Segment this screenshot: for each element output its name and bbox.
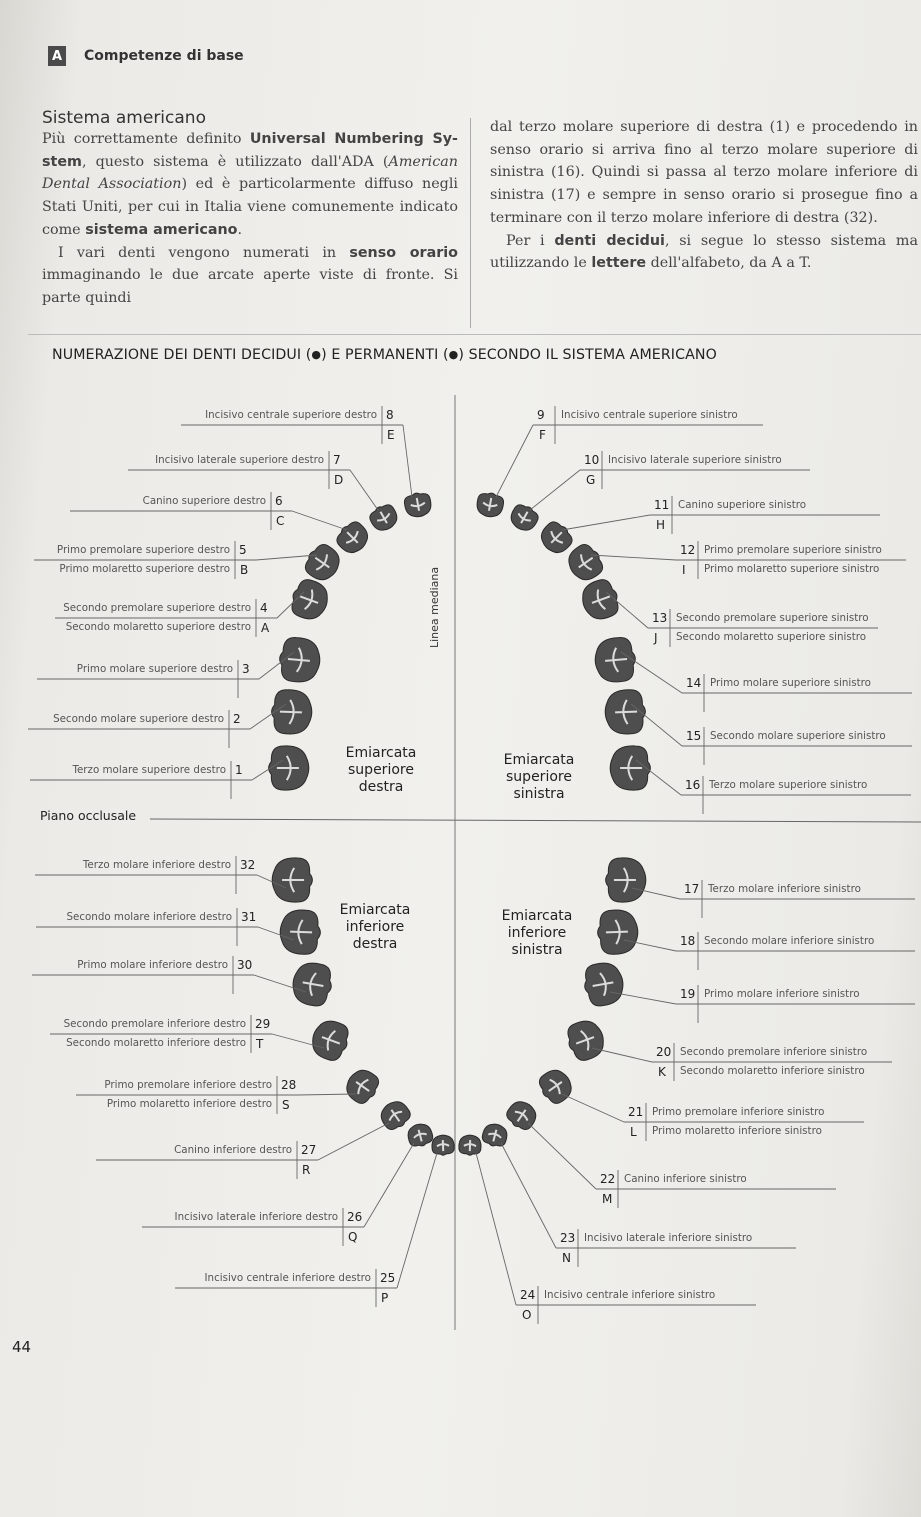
tooth-number-24: 24: [520, 1288, 536, 1302]
tooth-number-22: 22: [600, 1172, 616, 1186]
tooth-label-20: Secondo premolare inferiore sinistro: [680, 1046, 868, 1058]
leader-25: [397, 1153, 437, 1288]
tooth-number-9: 9: [537, 408, 545, 422]
leader-8: [403, 425, 412, 497]
section-title: Sistema americano: [42, 108, 206, 128]
occlusal-plane-line: [150, 819, 921, 822]
decid-letter-K: K: [658, 1065, 666, 1079]
arch-lower-right: Emiarcata inferiore destra: [339, 902, 411, 952]
decid-letter-A: A: [261, 621, 270, 635]
leader-12: [591, 555, 676, 560]
lower-right-tooth-2: [279, 909, 321, 955]
tooth-label-5: Primo premolare superiore destro: [56, 544, 230, 556]
permanent-dot-icon: ●: [448, 348, 459, 361]
upper-right-tooth-1: [403, 491, 433, 519]
decid-letter-L: L: [630, 1125, 637, 1139]
tooth-number-27: 27: [301, 1143, 317, 1157]
leader-9: [496, 425, 533, 497]
tooth-number-23: 23: [560, 1231, 576, 1245]
tooth-number-4: 4: [260, 601, 268, 615]
decid-letter-J: J: [654, 631, 658, 645]
lower-left-tooth-1: [606, 858, 646, 902]
decid-letter-B: B: [240, 563, 249, 577]
decid-label-L: Primo molaretto inferiore sinistro: [652, 1125, 822, 1137]
page-number: 44: [12, 1338, 32, 1356]
tooth-number-1: 1: [235, 763, 243, 777]
lower-right-tooth-6: [376, 1097, 414, 1134]
leader-26: [364, 1143, 414, 1227]
upper-right-tooth-4: [300, 540, 345, 586]
lower-right-tooth-8: [432, 1135, 455, 1156]
decid-letter-T: T: [256, 1037, 264, 1051]
arch-upper-left: Emiarcata superiore sinistra: [503, 752, 575, 802]
leader-27: [318, 1123, 389, 1160]
tooth-label-16: Terzo molare superiore sinistro: [709, 779, 868, 791]
median-line-label: Linea mediana: [428, 566, 441, 648]
tooth-label-27: Canino inferiore destro: [174, 1144, 292, 1156]
tooth-label-31: Secondo molare inferiore destro: [66, 911, 232, 923]
leader-28: [298, 1094, 356, 1095]
tooth-label-14: Primo molare superiore sinistro: [710, 677, 871, 689]
leader-23: [501, 1143, 556, 1248]
deciduous-dot-icon: ●: [311, 348, 322, 361]
lower-left-tooth-3: [581, 960, 626, 1008]
leader-5: [256, 555, 317, 560]
upper-right-tooth-8: [269, 746, 309, 790]
tooth-number-3: 3: [242, 662, 250, 676]
tooth-label-29: Secondo premolare inferiore destro: [63, 1018, 246, 1030]
chapter-badge: A: [48, 46, 66, 66]
tooth-number-21: 21: [628, 1105, 644, 1119]
right-paragraph-2: Per i denti decidui, si segue lo stesso sistema ma utilizzando le lettere dell'alfabeto, da A a T.: [490, 232, 918, 272]
tooth-label-23: Incisivo laterale inferiore sinistro: [584, 1232, 753, 1244]
lower-left-tooth-7: [480, 1121, 509, 1148]
left-paragraph-1: Più correttamente definito Universal Numbering Sy-stem, questo sistema è utilizzato dall'ADA (American Dental Association) ed è particolarmente diffuso negli Stati Uniti, per cui in Italia viene comunemente indicato come sistema americano.: [42, 131, 458, 238]
upper-left-tooth-4: [563, 540, 608, 586]
tooth-label-24: Incisivo centrale inferiore sinistro: [544, 1289, 716, 1301]
left-paragraph-2: I vari denti vengono numerati in senso orario immaginando le due arcate aperte viste di fronte. Si parte quindi: [42, 244, 458, 306]
tooth-number-13: 13: [652, 611, 668, 625]
decid-label-A: Secondo molaretto superiore destro: [65, 621, 251, 633]
lower-left-tooth-8: [459, 1135, 482, 1156]
tooth-number-32: 32: [240, 858, 256, 872]
decid-label-S: Primo molaretto inferiore destro: [106, 1098, 272, 1110]
upper-left-tooth-1: [475, 491, 505, 519]
tooth-number-18: 18: [680, 934, 696, 948]
upper-left-tooth-3: [536, 518, 577, 559]
lower-left-tooth-4: [563, 1016, 609, 1064]
tooth-label-9: Incisivo centrale superiore sinistro: [561, 409, 738, 421]
tooth-number-12: 12: [680, 543, 696, 557]
tooth-label-11: Canino superiore sinistro: [678, 499, 807, 511]
tooth-number-6: 6: [275, 494, 283, 508]
tooth-label-6: Canino superiore destro: [142, 495, 266, 507]
upper-right-tooth-3: [333, 518, 374, 559]
tooth-label-28: Primo premolare inferiore destro: [104, 1079, 272, 1091]
tooth-label-8: Incisivo centrale superiore destro: [205, 409, 377, 421]
tooth-number-30: 30: [237, 958, 253, 972]
arch-lower-left: Emiarcata inferiore sinistra: [501, 908, 573, 958]
upper-right-tooth-2: [367, 501, 401, 535]
decid-letter-H: H: [656, 518, 666, 532]
tooth-number-8: 8: [386, 408, 394, 422]
tooth-number-17: 17: [684, 882, 700, 896]
tooth-label-25: Incisivo centrale inferiore destro: [204, 1272, 371, 1284]
occlusal-plane-label: Piano occlusale: [40, 808, 137, 823]
leader-6: [292, 511, 347, 530]
leader-24: [476, 1153, 516, 1305]
lower-left-tooth-5: [535, 1065, 577, 1108]
decid-letter-M: M: [602, 1192, 613, 1206]
tooth-label-26: Incisivo laterale inferiore destro: [174, 1211, 338, 1223]
decid-letter-D: D: [334, 473, 344, 487]
tooth-label-17: Terzo molare inferiore sinistro: [708, 883, 861, 895]
lower-right-tooth-7: [406, 1121, 435, 1148]
upper-left-tooth-2: [507, 501, 541, 535]
tooth-label-30: Primo molare inferiore destro: [77, 959, 228, 971]
tooth-label-19: Primo molare inferiore sinistro: [704, 988, 860, 1000]
lower-right-tooth-3: [290, 960, 335, 1008]
leader-21: [562, 1094, 624, 1122]
tooth-label-32: Terzo molare inferiore destro: [82, 859, 231, 871]
decid-label-T: Secondo molaretto inferiore destro: [66, 1037, 246, 1049]
figure-title: NUMERAZIONE DEI DENTI DECIDUI (●) E PERMANENTI (●) SECONDO IL SISTEMA AMERICANO: [52, 347, 717, 363]
upper-left-tooth-7: [604, 689, 646, 735]
tooth-label-13: Secondo premolare superiore sinistro: [676, 612, 869, 624]
upper-right-tooth-7: [271, 689, 313, 735]
tooth-label-21: Primo premolare inferiore sinistro: [652, 1106, 825, 1118]
upper-left-tooth-5: [577, 576, 623, 624]
tooth-number-7: 7: [333, 453, 341, 467]
tooth-label-15: Secondo molare superiore sinistro: [710, 730, 886, 742]
leader-7: [350, 470, 378, 510]
decid-letter-F: F: [539, 428, 546, 442]
decid-letter-I: I: [682, 563, 686, 577]
tooth-number-15: 15: [686, 729, 702, 743]
decid-letter-C: C: [276, 514, 285, 528]
decid-label-J: Secondo molaretto superiore sinistro: [676, 631, 867, 643]
tooth-number-5: 5: [239, 543, 247, 557]
tooth-number-10: 10: [584, 453, 600, 467]
tooth-label-3: Primo molare superiore destro: [76, 663, 233, 675]
lower-right-tooth-4: [307, 1016, 353, 1064]
decid-label-B: Primo molaretto superiore destro: [59, 563, 230, 575]
leader-11: [562, 515, 650, 530]
upper-right-tooth-5: [287, 576, 333, 624]
chapter-title: Competenze di base: [84, 48, 244, 64]
tooth-number-20: 20: [656, 1045, 672, 1059]
tooth-number-28: 28: [281, 1078, 297, 1092]
decid-label-I: Primo molaretto superiore sinistro: [704, 563, 880, 575]
tooth-label-10: Incisivo laterale superiore sinistro: [608, 454, 782, 466]
tooth-label-7: Incisivo laterale superiore destro: [155, 454, 324, 466]
tooth-label-1: Terzo molare superiore destro: [72, 764, 226, 776]
decid-letter-R: R: [302, 1163, 311, 1177]
lower-left-tooth-6: [503, 1097, 541, 1134]
tooth-label-18: Secondo molare inferiore sinistro: [704, 935, 875, 947]
upper-left-tooth-8: [610, 746, 650, 790]
decid-letter-P: P: [381, 1291, 389, 1305]
tooth-number-16: 16: [685, 778, 701, 792]
decid-letter-N: N: [562, 1251, 571, 1265]
tooth-number-11: 11: [654, 498, 670, 512]
lower-right-tooth-5: [341, 1065, 383, 1108]
leader-10: [530, 470, 580, 510]
upper-left-tooth-6: [593, 636, 637, 684]
decid-letter-S: S: [282, 1098, 290, 1112]
leader-22: [528, 1123, 596, 1189]
lower-left-tooth-2: [597, 909, 639, 955]
tooth-number-2: 2: [233, 712, 241, 726]
tooth-label-2: Secondo molare superiore destro: [53, 713, 224, 725]
decid-letter-G: G: [586, 473, 596, 487]
tooth-label-22: Canino inferiore sinistro: [624, 1173, 747, 1185]
tooth-number-25: 25: [380, 1271, 396, 1285]
tooth-number-29: 29: [255, 1017, 271, 1031]
tooth-number-26: 26: [347, 1210, 363, 1224]
tooth-label-4: Secondo premolare superiore destro: [63, 602, 251, 614]
decid-letter-E: E: [387, 428, 395, 442]
decid-letter-Q: Q: [348, 1230, 358, 1244]
tooth-number-14: 14: [686, 676, 702, 690]
lower-right-tooth-1: [272, 858, 312, 902]
tooth-number-19: 19: [680, 987, 696, 1001]
leader-19: [610, 992, 676, 1004]
decid-label-K: Secondo molaretto inferiore sinistro: [680, 1065, 865, 1077]
decid-letter-O: O: [522, 1308, 532, 1322]
tooth-label-12: Primo premolare superiore sinistro: [704, 544, 882, 556]
right-paragraph-1: dal terzo molare superiore di destra (1) e procedendo in senso orario si arriva fino al terzo molare superiore di sinistra (16). Quindi si passa al terzo molare inferiore di sinistra (17) e sempre in senso orario si prosegue fino a terminare con il terzo molare inferiore di destra (32).: [490, 119, 918, 226]
teeth-group: [269, 491, 651, 1156]
tooth-number-31: 31: [241, 910, 257, 924]
arch-upper-right: Emiarcata superiore destra: [345, 745, 417, 795]
leader-20: [592, 1048, 652, 1062]
